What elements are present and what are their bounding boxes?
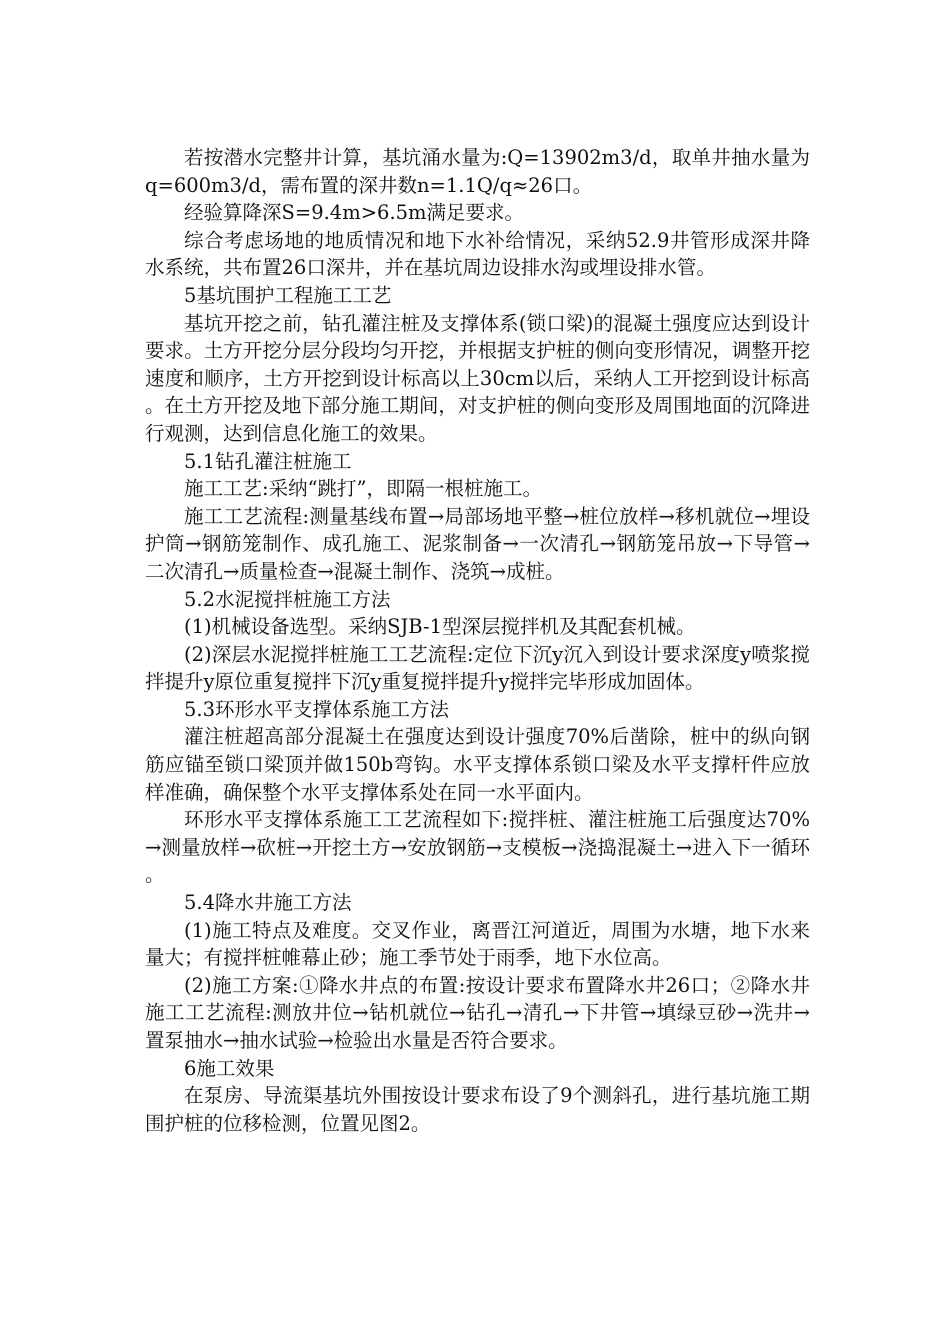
paragraph: 综合考虑场地的地质情况和地下水补给情况，采纳52.9井管形成深井降水系统，共布置26口深井，并在基坑周边设排水沟或埋设排水管。 (145, 228, 810, 280)
section-heading: 6施工效果 (184, 1056, 275, 1080)
paragraph: 施工工艺:采纳“跳打”，即隔一根桩施工。 (184, 477, 543, 501)
section-heading: 5基坑围护工程施工工艺 (184, 283, 392, 307)
paragraph: (1)机械设备选型。采纳SJB-1型深层搅拌机及其配套机械。 (184, 615, 696, 639)
section-heading: 5.3环形水平支撑体系施工方法 (184, 697, 450, 721)
paragraph: 若按潜水完整井计算，基坑涌水量为:Q=13902m3/d，取单井抽水量为q=600m3/d，需布置的深井数n=1.1Q/q≈26口。 (145, 146, 810, 197)
section-heading: 5.1钻孔灌注桩施工 (184, 449, 352, 473)
section-heading: 5.4降水井施工方法 (184, 891, 352, 915)
section-heading: 5.2水泥搅拌桩施工方法 (184, 587, 391, 611)
paragraph: 施工工艺流程:测量基线布置→局部场地平整→桩位放样→移机就位→埋设护筒→钢筋笼制作、成孔施工、泥浆制备→一次清孔→钢筋笼吊放→下导管→二次清孔→质量检查→混凝土制作、浇筑→成桩。 (145, 504, 810, 583)
paragraph: 在泵房、导流渠基坑外围按设计要求布设了9个测斜孔，进行基坑施工期围护桩的位移检测，位置见图2。 (145, 1084, 810, 1135)
paragraph: (2)施工方案:①降水井点的布置:按设计要求布置降水井26口；②降水井施工工艺流程:测放井位→钻机就位→钻孔→清孔→下井管→填绿豆砂→洗井→置泵抽水→抽水试验→检验出水量是否符合要求。 (145, 973, 810, 1052)
paragraph: 经验算降深S=9.4m>6.5m满足要求。 (184, 201, 525, 225)
paragraph: (2)深层水泥搅拌桩施工工艺流程:定位下沉y沉入到设计要求深度y喷浆搅拌提升y原位重复搅拌下沉y重复搅拌提升y搅拌完毕形成加固体。 (145, 642, 810, 694)
paragraph: 基坑开挖之前，钻孔灌注桩及支撑体系(锁口梁)的混凝土强度应达到设计要求。土方开挖分层分段均匀开挖，并根据支护桩的侧向变形情况，调整开挖速度和顺序，土方开挖到设计标高以上30cm以后，采纳人工开挖到设计标高。在土方开挖及地下部分施工期间，对支护桩的侧向变形及周围地面的沉降进行观测，达到信息化施工的效果。 (145, 311, 810, 445)
paragraph: 灌注桩超高部分混凝土在强度达到设计强度70%后凿除，桩中的纵向钢筋应锚至锁口梁顶并做150b弯钩。水平支撑体系锁口梁及水平支撑杆件应放样准确，确保整个水平支撑体系处在同一水平面内。 (145, 725, 810, 804)
document-body (145, 144, 810, 1137)
paragraph: (1)施工特点及难度。交叉作业，离晋江河道近，周围为水塘，地下水来量大；有搅拌桩帷幕止砂；施工季节处于雨季，地下水位高。 (145, 918, 810, 970)
paragraph: 环形水平支撑体系施工工艺流程如下:搅拌桩、灌注桩施工后强度达70%→测量放样→砍桩→开挖土方→安放钢筋→支模板→浇捣混凝土→进入下一循环。 (145, 808, 810, 887)
